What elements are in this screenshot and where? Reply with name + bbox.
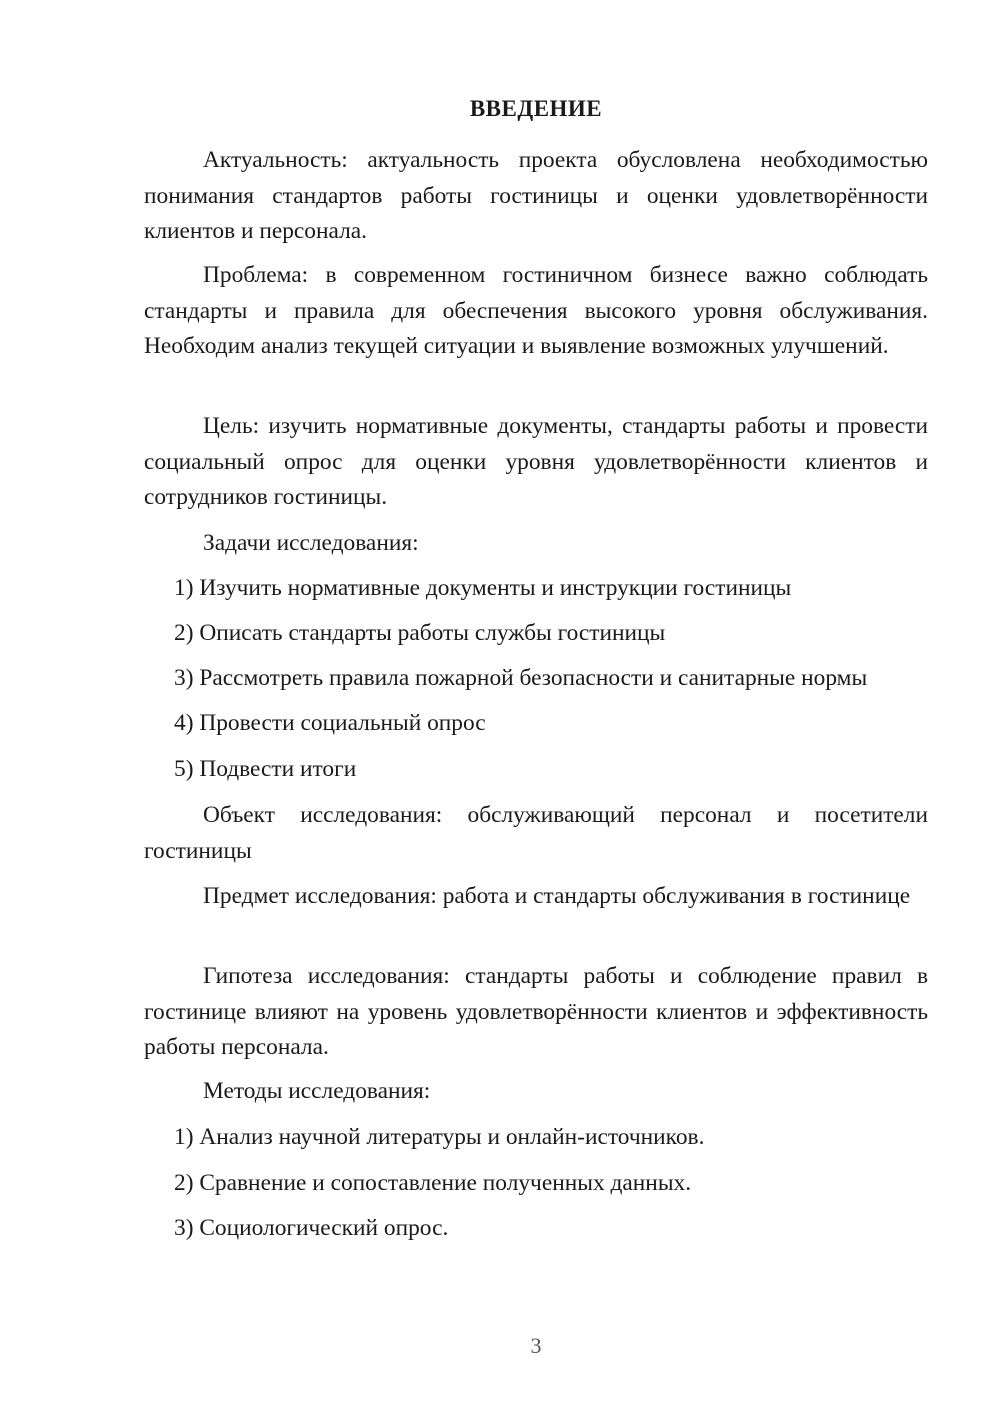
method-item-3: 3) Социологический опрос.	[174, 1215, 449, 1241]
goal-paragraph: Цель: изучить нормативные документы, стандарты работы и провести социальный опрос для оценки уровня удовлетворённости клиентов и сотрудников гостиницы.	[144, 413, 928, 510]
task-item-2: 2) Описать стандарты работы службы гостиницы	[174, 620, 666, 646]
task-item-4: 4) Провести социальный опрос	[174, 710, 486, 736]
tasks-heading: Задачи исследования:	[203, 530, 419, 556]
page-number: 3	[530, 1333, 542, 1358]
methods-heading: Методы исследования:	[203, 1078, 431, 1104]
object-paragraph: Объект исследования: обслуживающий персонал и посетители гостиницы	[144, 802, 928, 864]
subject-paragraph: Предмет исследования: работа и стандарты обслуживания в гостинице	[203, 883, 911, 909]
page-title: ВВЕДЕНИЕ	[469, 96, 603, 121]
method-item-2: 2) Сравнение и сопоставление полученных данных.	[174, 1170, 692, 1196]
relevance-paragraph: Актуальность: актуальность проекта обусловлена необходимостью понимания стандартов работы гостиницы и оценки удовлетворённости клиентов и персонала.	[144, 147, 928, 244]
task-item-3: 3) Рассмотреть правила пожарной безопасности и санитарные нормы	[174, 665, 868, 691]
hypothesis-paragraph: Гипотеза исследования: стандарты работы и соблюдение правил в гостинице влияют на уровень удовлетворённости клиентов и эффективность работы персонала.	[144, 963, 928, 1060]
task-item-5: 5) Подвести итоги	[174, 756, 357, 782]
problem-paragraph: Проблема: в современном гостиничном бизнесе важно соблюдать стандарты и правила для обеспечения высокого уровня обслуживания. Необходим анализ текущей ситуации и выявление возможных улучшений.	[144, 262, 928, 359]
method-item-1: 1) Анализ научной литературы и онлайн-источников.	[174, 1124, 705, 1150]
task-item-1: 1) Изучить нормативные документы и инструкции гостиницы	[174, 575, 792, 601]
